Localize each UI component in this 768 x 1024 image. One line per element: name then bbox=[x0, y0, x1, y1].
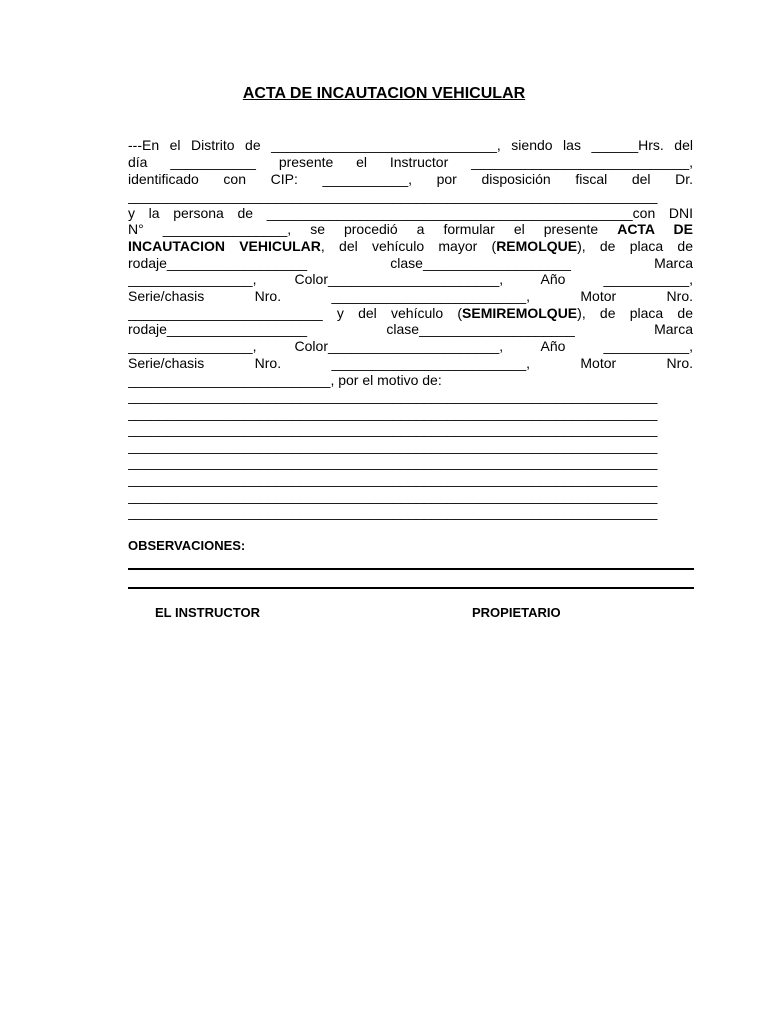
paragraph-line bbox=[128, 321, 693, 337]
motivo-blank-line: ____________________________________________________________________ bbox=[128, 471, 658, 487]
fill-in-blank: _____________________________ bbox=[271, 137, 497, 153]
fill-in-blank: ____________________________________________________________________ bbox=[128, 188, 658, 204]
fill-in-blank: ___________________ bbox=[422, 255, 571, 271]
fill-in-blank: ______________________ bbox=[328, 338, 500, 354]
motivo-blank-line: ____________________________________________________________________ bbox=[128, 487, 658, 504]
fill-in-blank: __________________________ bbox=[128, 372, 331, 388]
fill-in-blank: ___________ bbox=[170, 154, 256, 170]
observaciones-label: OBSERVACIONES: bbox=[128, 538, 246, 553]
paragraph-text: , Motor Nro. bbox=[526, 288, 693, 304]
paragraph-line bbox=[128, 205, 693, 221]
paragraph-text: , bbox=[689, 338, 693, 354]
paragraph-text: , Motor Nro. bbox=[526, 355, 693, 371]
paragraph-line bbox=[128, 305, 693, 321]
paragraph-text: , del vehículo mayor ( bbox=[320, 238, 497, 254]
paragraph-text: INCAUTACION VEHICULAR bbox=[128, 238, 321, 254]
paragraph-text: , Año bbox=[499, 271, 604, 287]
fill-in-blank: __________________ bbox=[166, 321, 308, 337]
paragraph-text: rodaje bbox=[128, 255, 167, 271]
paragraph-text: , Año bbox=[499, 338, 604, 354]
paragraph-text: , por disposición fiscal del Dr. bbox=[408, 171, 693, 187]
paragraph-text: presente el Instructor bbox=[255, 154, 472, 170]
paragraph-line bbox=[128, 338, 693, 354]
paragraph-text: , bbox=[689, 154, 693, 170]
fill-in-blank: ___________ bbox=[322, 171, 409, 187]
document-title: ACTA DE INCAUTACION VEHICULAR bbox=[242, 85, 526, 102]
fill-in-blank: ________________ bbox=[128, 271, 253, 287]
paragraph-text: REMOLQUE bbox=[496, 238, 578, 254]
fill-in-blank: ___________ bbox=[603, 338, 690, 354]
paragraph-text: , Color bbox=[252, 271, 328, 287]
fill-in-blank: _________________________ bbox=[331, 355, 527, 371]
paragraph-text: , por el motivo de: bbox=[330, 372, 442, 388]
paragraph-text: y la persona de bbox=[128, 205, 267, 221]
paragraph-text: , Color bbox=[252, 338, 328, 354]
signature-instructor: EL INSTRUCTOR bbox=[155, 605, 260, 620]
motivo-blank-line: ____________________________________________________________________ bbox=[128, 404, 658, 421]
paragraph-line bbox=[128, 372, 693, 388]
fill-in-blank: ____________________ bbox=[419, 321, 575, 337]
fill-in-blank: ______ bbox=[591, 137, 639, 153]
fill-in-blank: __________________ bbox=[166, 255, 308, 271]
paragraph-text: ACTA DE bbox=[617, 221, 693, 237]
paragraph-text: N° bbox=[128, 221, 163, 237]
paragraph-line bbox=[128, 288, 693, 304]
fill-in-blank: ___________ bbox=[603, 271, 690, 287]
paragraph-line bbox=[128, 271, 693, 287]
motivo-blank-line: ____________________________________________________________________ bbox=[128, 421, 658, 438]
paragraph-text: Serie/chasis Nro. bbox=[128, 288, 332, 304]
paragraph-text: ), de placa de bbox=[577, 238, 693, 254]
fill-in-blank: _________________________ bbox=[331, 288, 527, 304]
motivo-blank-line: ____________________________________________________________________ bbox=[128, 437, 658, 454]
paragraph-text: , se procedió a formular el presente bbox=[287, 221, 618, 237]
motivo-blank-line: ____________________________________________________________________ bbox=[128, 454, 658, 471]
paragraph-line bbox=[128, 171, 693, 187]
paragraph-text: clase bbox=[307, 321, 420, 337]
paragraph-text: SEMIREMOLQUE bbox=[462, 305, 578, 321]
paragraph-text: identificado con CIP: bbox=[128, 171, 323, 187]
paragraph-text: día bbox=[128, 154, 171, 170]
paragraph-text: , siendo las bbox=[496, 137, 592, 153]
observaciones-rule-2 bbox=[128, 587, 694, 589]
paragraph-line bbox=[128, 255, 693, 271]
paragraph-line bbox=[128, 355, 693, 371]
paragraph-text: clase bbox=[307, 255, 423, 271]
paragraph-text: Hrs. del bbox=[638, 137, 693, 153]
paragraph-line bbox=[128, 137, 693, 153]
fill-in-blank: ______________________ bbox=[328, 271, 500, 287]
fill-in-blank: ________________ bbox=[128, 338, 253, 354]
fill-in-blank: ____________________________ bbox=[471, 154, 690, 170]
motivo-blank-line: ____________________________________________________________________ bbox=[128, 504, 658, 521]
paragraph-line bbox=[128, 154, 693, 170]
fill-in-blank: _______________________________________________ bbox=[266, 205, 633, 221]
paragraph-text: Marca bbox=[574, 321, 693, 337]
fill-in-blank: ________________ bbox=[162, 221, 288, 237]
paragraph-text: ---En el Distrito de bbox=[128, 137, 272, 153]
paragraph-line bbox=[128, 188, 693, 204]
paragraph-text: rodaje bbox=[128, 321, 167, 337]
observaciones-rule-1 bbox=[128, 568, 694, 570]
paragraph-text: Serie/chasis Nro. bbox=[128, 355, 332, 371]
paragraph-line bbox=[128, 221, 693, 237]
motivo-blank-line: ____________________________________________________________________ bbox=[128, 388, 658, 404]
paragraph-text: ), de placa de bbox=[577, 305, 693, 321]
paragraph-text: , bbox=[689, 271, 693, 287]
fill-in-blank: _________________________ bbox=[128, 305, 323, 321]
paragraph-text: con DNI bbox=[632, 205, 693, 221]
signature-propietario: PROPIETARIO bbox=[472, 605, 561, 620]
paragraph-text: y del vehículo ( bbox=[322, 305, 463, 321]
paragraph-line bbox=[128, 238, 693, 254]
paragraph-text: Marca bbox=[570, 255, 693, 271]
